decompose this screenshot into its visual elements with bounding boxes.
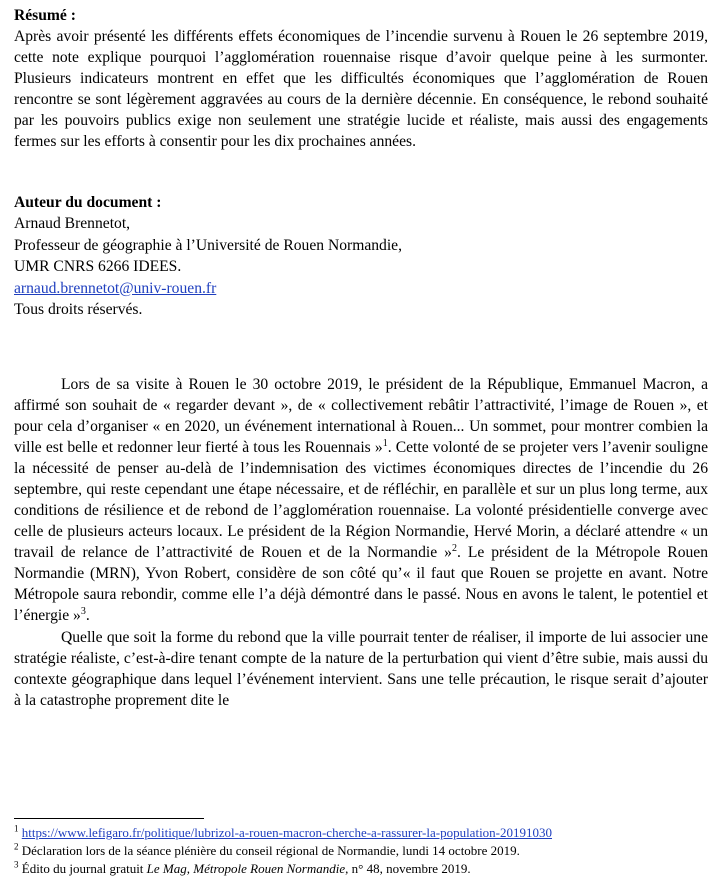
author-heading: Auteur du document : (14, 194, 162, 211)
footnote-3-text-post: , n° 48, novembre 2019. (345, 861, 471, 876)
author-title: Professeur de géographie à l’Université de Rouen Normandie, (14, 236, 402, 254)
resume-text: Après avoir présenté les différents effets économiques de l’incendie survenu à Rouen le 26 septembre 2019, cette note explique pourquoi l’agglomération rouennaise risque d’avoir quelque peine à les surmonter. Plusieurs indicateurs montrent en effet que les difficultés économiques que l’agglomération de Rouen rencontre se sont légèrement aggravées au cours de la dernière décennie. En conséquence, le rebond souhaité par les pouvoirs publics exige non seulement une stratégie lucide et réaliste, mais aussi des engagements fermes sur les efforts à consentir pour les dix prochaines années. (14, 28, 708, 150)
author-unit: UMR CNRS 6266 IDEES. (14, 258, 182, 275)
footnote-1 (14, 824, 708, 842)
footnote-1-link[interactable]: https://www.lefigaro.fr/politique/lubrizol-a-rouen-macron-cherche-a-rassurer-la-population-20191030 (21, 825, 553, 840)
paragraph-text: . (85, 606, 90, 624)
footnote-2 (14, 842, 708, 860)
paragraph-text: Lors de sa visite à Rouen le 30 octobre 2019, le président de la République, Emmanuel Macron, a affirmé son souhait de « regarder devant », de « collectivement rebâtir l’attractivité, l’image de Rouen », et pour cela d’organiser « en 2020, un événement international à Rouen... Un sommet, pour montrer combien la ville est belle et redonner leur fierté à tous les Rouennais » (14, 375, 708, 456)
body-paragraph-2: Quelle que soit la forme du rebond que la ville pourrait tenter de réaliser, il importe de lui associer une stratégie réaliste, c’est-à-dire tenant compte de la nature de la perturbation qui vient d’être subie, mais aussi du contexte géographique dans lequel l’événement intervient. Sans une telle précaution, le risque serait d’ajouter à la catastrophe proprement dite le (14, 628, 708, 709)
author-name: Arnaud Brennetot, (14, 215, 131, 232)
footnote-2-text: Déclaration lors de la séance plénière du conseil régional de Normandie, lundi 14 octobre 2019. (21, 843, 520, 858)
author-email-link[interactable]: arnaud.brennetot@univ-rouen.fr (14, 279, 217, 297)
footnote-number: 2 (14, 841, 19, 852)
paragraph-text: . Le président de la Métropole Rouen Normandie (MRN), Yvon Robert, considère de son côté qu’« il faut que Rouen se projette en avant. Notre Métropole saura rebondir, comme elle l’a déjà démontré dans le passé. Nous en avons le talent, le potentiel et l’énergie » (14, 543, 709, 624)
footnote-number: 1 (14, 823, 19, 834)
resume-heading: Résumé : (14, 7, 76, 24)
footnote-ref-3[interactable]: 3 (80, 605, 86, 617)
footnote-ref-2[interactable]: 2 (451, 542, 457, 554)
footnotes (14, 824, 708, 878)
footnote-ref-1[interactable]: 1 (382, 437, 388, 449)
spacer (14, 321, 708, 374)
footnote-number: 3 (14, 859, 19, 870)
paragraph-text: . Cette volonté de se projeter vers l’avenir souligne la nécessité de penser au-delà de l’indemnisation des victimes économiques directes de l’incendie du 26 septembre, qui reste cependant une étape nécessaire, et de réfléchir, en parallèle et sur un plus long terme, aux conditions de résilience et de rebond de l’agglomération rouennaise. La volonté présidentielle converge avec celle de plusieurs acteurs locaux. Le président de la Région Normandie, Hervé Morin, a déclaré attendre « un travail de relance de l’attractivité de Rouen et de la Normandie » (14, 438, 708, 561)
footnote-3-publication: Le Mag, Métropole Rouen Normandie (146, 861, 346, 876)
body-paragraph-1 (14, 374, 708, 626)
footnote-3-text-pre: Édito du journal gratuit (21, 861, 147, 876)
footnote-3 (14, 860, 708, 878)
footnote-separator (14, 818, 204, 819)
spacer (14, 152, 708, 193)
author-email-line (14, 278, 708, 300)
author-rights: Tous droits réservés. (14, 301, 143, 318)
document-page (14, 6, 708, 711)
